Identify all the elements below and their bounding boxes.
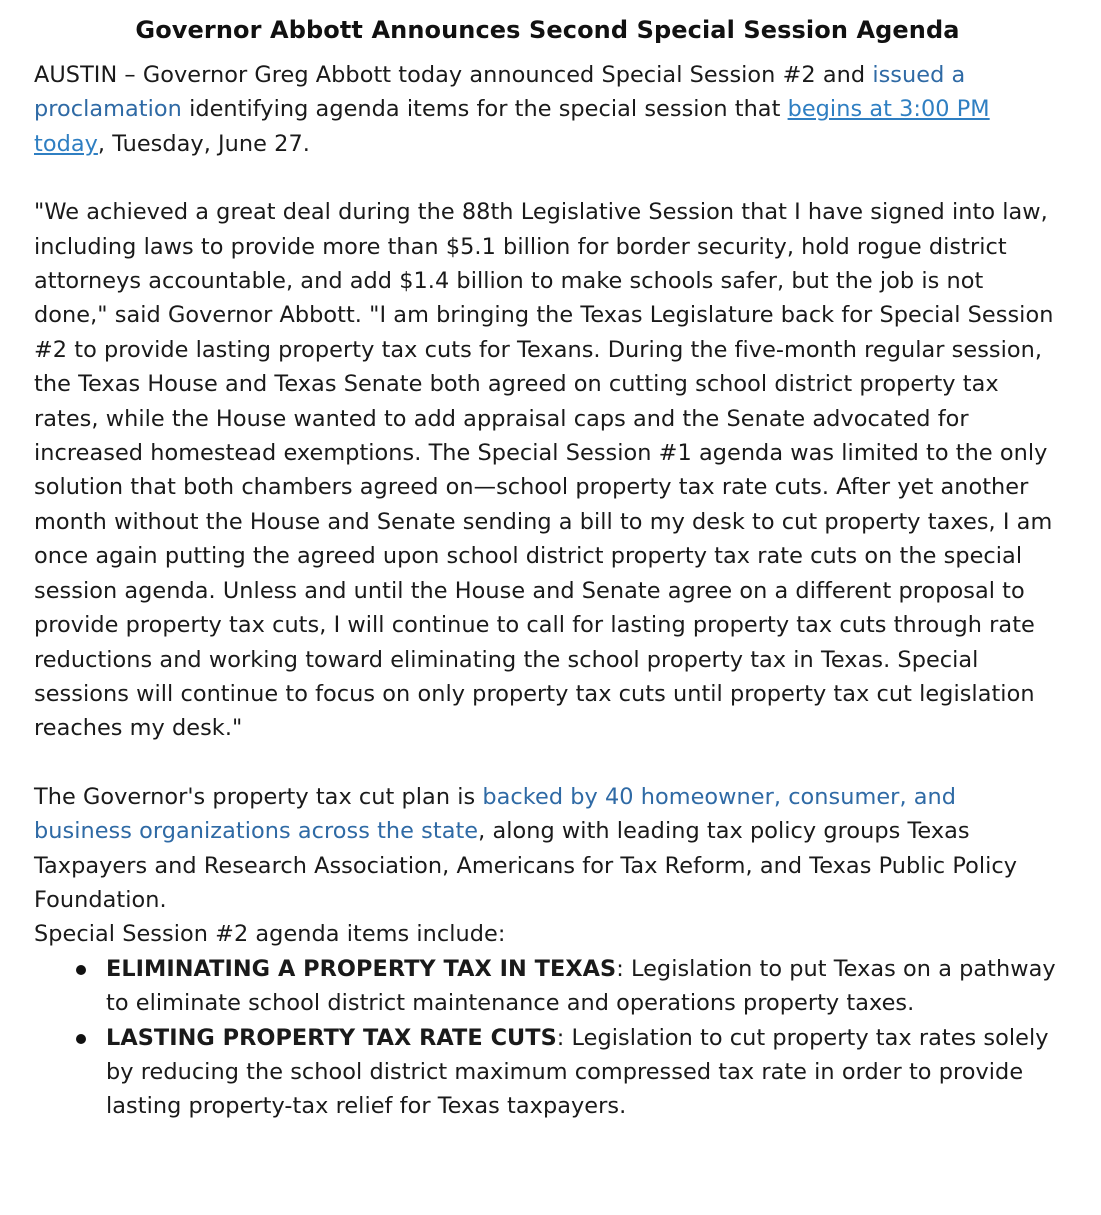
intro-paragraph [34,58,1061,161]
agenda-item-heading: ELIMINATING A PROPERTY TAX IN TEXAS [106,955,617,982]
agenda-item-text: : Legislation to put Texas on a pathway to eliminate school district maintenance and operations property taxes. [106,955,1056,1017]
plan-text-1: The Governor's property tax cut plan is [34,783,483,810]
agenda-item [106,952,1061,1021]
bullet-icon [76,1034,86,1044]
bullet-icon [76,965,86,975]
agenda-item-heading: LASTING PROPERTY TAX RATE CUTS [106,1024,557,1051]
paragraph-spacer [34,161,1061,195]
intro-text-3: , Tuesday, June 27. [97,130,310,157]
agenda-item [106,1021,1061,1124]
plan-text-2: , along with leading tax policy groups Texas Taxpayers and Research Association, Americans for Tax Reform, and Texas Public Policy Foundation. [34,818,1018,913]
organizations-link[interactable]: backed by 40 homeowner, consumer, and business organizations across the state [34,783,957,845]
intro-text-1: AUSTIN – Governor Greg Abbott today announced Special Session #2 and [34,62,873,88]
agenda-list [34,952,1061,1124]
page-title: Governor Abbott Announces Second Special Session Agenda [135,16,960,44]
session-start-link[interactable]: begins at 3:00 PM today [34,96,990,157]
plan-paragraph [34,780,1061,918]
paragraph-spacer [34,746,1061,780]
agenda-item-text: : Legislation to cut property tax rates solely by reducing the school district maximum compressed tax rate in order to provide lasting property-tax relief for Texas taxpayers. [106,1024,1049,1120]
proclamation-link[interactable]: issued a proclamation [34,62,966,123]
quote-paragraph: "We achieved a great deal during the 88th Legislative Session that I have signed into law, including laws to provide more than $5.1 billion for border security, hold rogue district attorneys accountable, and add $1.4 billion to make schools safer, but the job is not done," said Governor Abbott. "I am bringing the Texas Legislature back for Special Session #2 to provide lasting property tax cuts for Texans. During the five-month regular session, the Texas House and Texas Senate both agreed on cutting school district property tax rates, while the House wanted to add appraisal caps and the Senate advocated for increased homestead exemptions. The Special Session #1 agenda was limited to the only solution that both chambers agreed on—school property tax rate cuts. After yet another month without the House and Senate sending a bill to my desk to cut property taxes, I am once again putting the agreed upon school district property tax rate cuts on the special session agenda. Unless and until the House and Senate agree on a different proposal to provide property tax cuts, I will continue to call for lasting property tax cuts through rate reductions and working toward eliminating the school property tax in Texas. Special sessions will continue to focus on only property tax cuts until property tax cut legislation reaches my desk." [34,199,1054,742]
intro-text-2: identifying agenda items for the special session that [181,96,788,123]
agenda-intro: Special Session #2 agenda items include: [34,921,506,948]
